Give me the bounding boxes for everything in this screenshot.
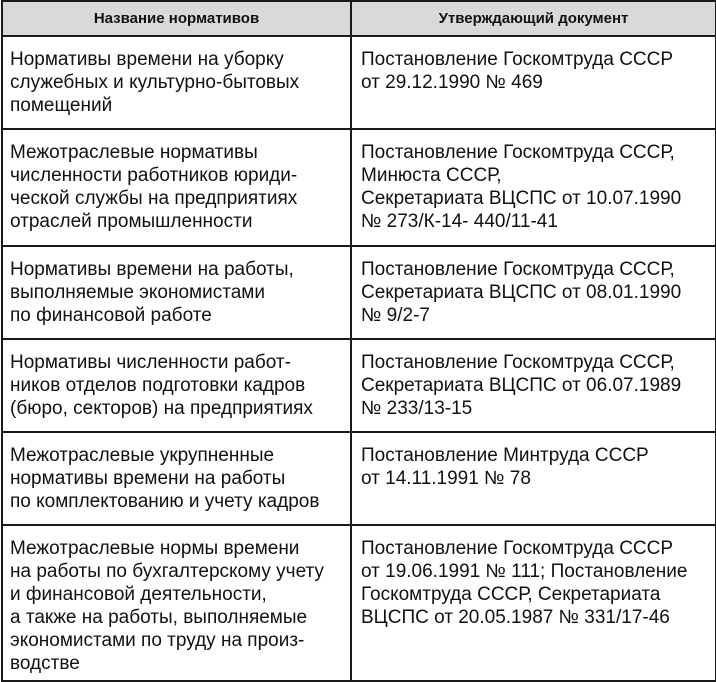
norm-name-cell: Межотраслевые нормативы численности работников юриди- ческой службы на предприятиях отраслей промышленности <box>2 129 351 246</box>
document-cell: Постановление Госкомтруда СССР, Минюста СССР, Секретариата ВЦСПС от 10.07.1990 № 273/К-14- 440/11-41 <box>351 129 716 246</box>
document-cell: Постановление Госкомтруда СССР от 29.12.1990 № 469 <box>351 36 716 129</box>
table-row <box>2 525 716 681</box>
document-cell: Постановление Госкомтруда СССР, Секретариата ВЦСПС от 06.07.1989 № 233/13-15 <box>351 339 716 432</box>
table-row <box>2 129 716 246</box>
norms-table <box>1 0 716 682</box>
document-cell: Постановление Минтруда СССР от 14.11.1991 № 78 <box>351 432 716 525</box>
norm-name-cell: Нормативы времени на уборку служебных и культурно-бытовых помещений <box>2 36 351 129</box>
header-name: Название нормативов <box>2 1 351 36</box>
table-row <box>2 246 716 339</box>
norm-name-cell: Межотраслевые укрупненные нормативы времени на работы по комплектованию и учету кадров <box>2 432 351 525</box>
norm-name-cell: Нормативы численности работ- ников отделов подготовки кадров (бюро, секторов) на предприятиях <box>2 339 351 432</box>
document-cell: Постановление Госкомтруда СССР от 19.06.1991 № 111; Постановление Госкомтруда СССР, Секретариата ВЦСПС от 20.05.1987 № 331/17-46 <box>351 525 716 681</box>
header-row <box>2 1 716 36</box>
header-document: Утверждающий документ <box>351 1 716 36</box>
document-cell: Постановление Госкомтруда СССР, Секретариата ВЦСПС от 08.01.1990 № 9/2-7 <box>351 246 716 339</box>
norm-name-cell: Межотраслевые нормы времени на работы по бухгалтерскому учету и финансовой деятельности, а также на работы, выполняемые экономистами по труду на произ- водстве <box>2 525 351 681</box>
table-row <box>2 432 716 525</box>
table-row <box>2 36 716 129</box>
norm-name-cell: Нормативы времени на работы, выполняемые экономистами по финансовой работе <box>2 246 351 339</box>
table-row <box>2 339 716 432</box>
